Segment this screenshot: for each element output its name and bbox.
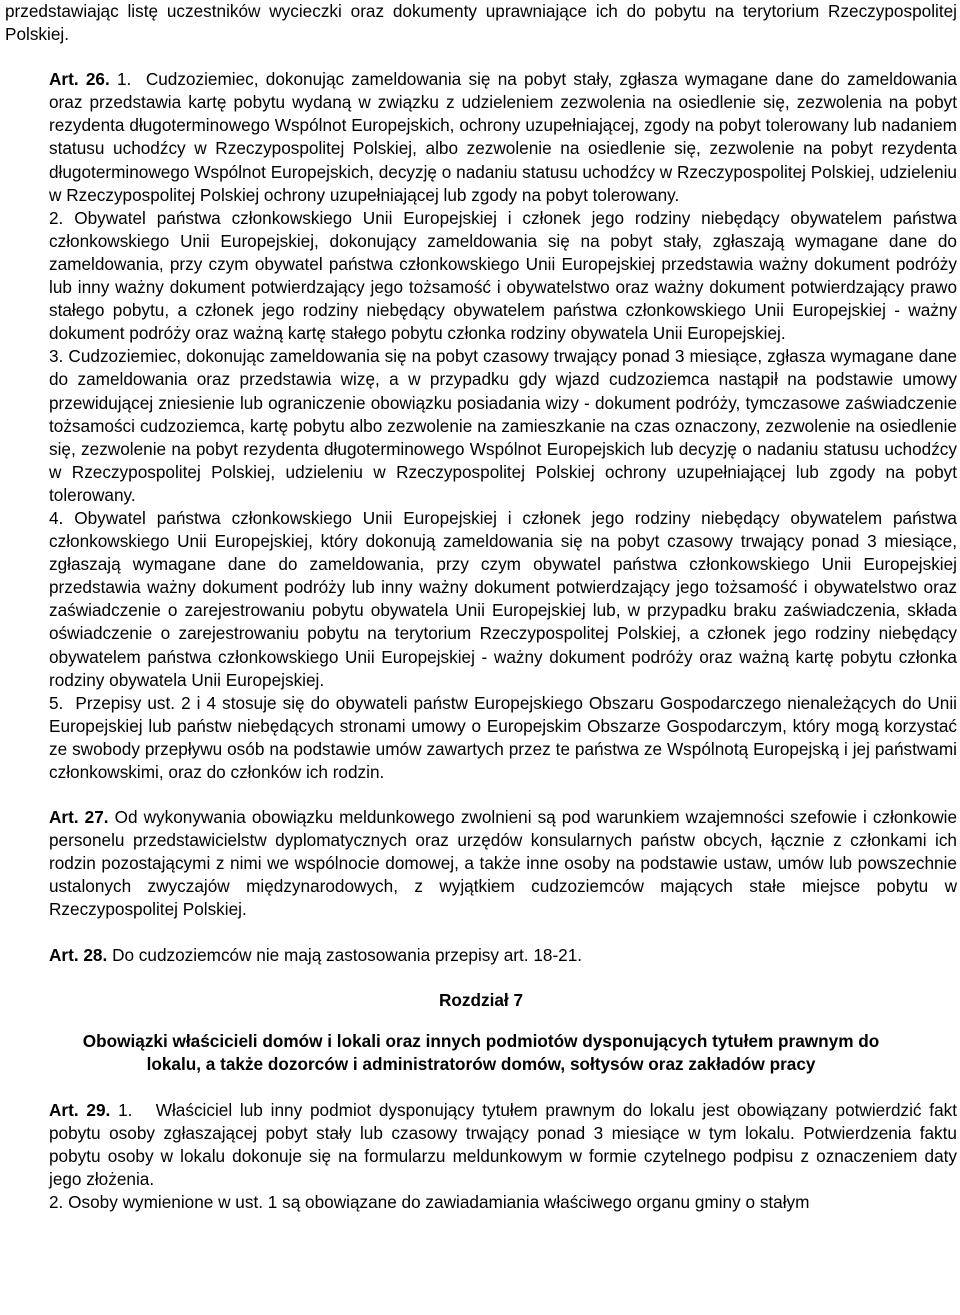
art26-p1-text: Cudzoziemiec, dokonując zameldowania się na pobyt stały, zgłasza wymagane dane do zameldowania oraz przedstawia kartę pobytu wydaną w związku z udzieleniem zezwolenia na osiedlenie się, zezwolenia na pobyt rezydenta długoterminowego Wspólnot Europejskich, ochrony uzupełniającej, zgody na pobyt tolerowany lub nadaniem statusu uchodźcy w Rzeczypospolitej Polskiej, albo zezwolenie na osiedlenie się, zezwolenie na pobyt rezydenta długoterminowego Wspólnot Europejskich, decyzję o nadaniu statusu uchodźcy w Rzeczypospolitej Polskiej, udzieleniu w Rzeczypospolitej Polskiej ochrony uzupełniającej lub zgody na pobyt tolerowany. — [49, 69, 957, 205]
art29-p1-number: 1. — [118, 1099, 133, 1120]
art29-p1-text: Właściciel lub inny podmiot dysponujący tytułem prawnym do lokalu jest obowiązany potwierdzić fakt pobytu osoby zgłaszającej pobyt stały lub czasowy trwający ponad 3 miesiące w tym lokalu. Potwierdzenia faktu pobytu osoby w lokalu dokonuje się na formularzu meldunkowym w formie czytelnego podpisu z oznaczeniem daty jego złożenia. — [49, 1099, 957, 1190]
art26-paragraph-3 — [5, 345, 957, 507]
art26-paragraph-2 — [5, 207, 957, 346]
art26-p3-text: Cudzoziemiec, dokonując zameldowania się na pobyt czasowy trwający ponad 3 miesiące, zgłasza wymagane dane do zameldowania oraz przedstawia wizę, a w przypadku gdy wjazd cudzoziemca nastąpił na podstawie umowy przewidującej zniesienie lub ograniczenie obowiązku posiadania wizy - dokument podróży, tymczasowe zaświadczenie tożsamości cudzoziemca, kartę pobytu albo zezwolenie na zamieszkanie na czas oznaczony, zezwolenie na osiedlenie się, zezwolenie na pobyt rezydenta długoterminowego Wspólnot Europejskich lub decyzję o nadaniu statusu uchodźcy w Rzeczypospolitej Polskiej, udzieleniu w Rzeczypospolitej Polskiej ochrony uzupełniającej lub zgody na pobyt tolerowany. — [49, 346, 957, 505]
art27-text: Od wykonywania obowiązku meldunkowego zwolnieni są pod warunkiem wzajemności szefowie i członkowie personelu przedstawicielstw dyplomatycznych oraz urzędów konsularnych państw obcych, łącznie z członkami ich rodzin pozostającymi z nimi we wspólnocie domowej, a także inne osoby na podstawie ustaw, umów lub powszechnie ustalonych zwyczajów międzynarodowych, z wyjątkiem cudzoziemców mających stałe miejsce pobytu w Rzeczypospolitej Polskiej. — [49, 807, 957, 920]
art29-p2-text: Osoby wymienione w ust. 1 są obowiązane do zawiadamiania właściwego organu gminy o stałym — [68, 1192, 810, 1213]
art27-label: Art. 27. — [49, 807, 109, 828]
art26-p1-number: 1. — [116, 69, 132, 90]
art26-p4-number: 4. — [49, 507, 64, 528]
chapter-title-line-2: lokalu, a także dozorców i administratorów domów, sołtysów oraz zakładów pracy — [146, 1054, 816, 1075]
art29-paragraph-2 — [5, 1191, 957, 1214]
intro-paragraph: przedstawiając listę uczestników wycieczki oraz dokumenty uprawniające ich do pobytu na terytorium Rzeczypospolitej Polskiej. — [5, 1, 957, 45]
art26-p5-text: Przepisy ust. 2 i 4 stosuje się do obywateli państw Europejskiego Obszaru Gospodarczego nienależących do Unii Europejskiej lub państw niebędących stronami umowy o Europejskim Obszarze Gospodarczym, który mogą korzystać ze swobody przepływu osób na podstawie umów zawartych przez te państwa ze Wspólnotą Europejską i jej państwami członkowskimi, oraz do członków ich rodzin. — [49, 692, 957, 782]
art26-p4-text: Obywatel państwa członkowskiego Unii Europejskiej i członek jego rodziny niebędący obywatelem państwa członkowskiego Unii Europejskiej, który dokonują zameldowania się na pobyt czasowy trwający ponad 3 miesiące, zgłaszają wymagane dane do zameldowania, przy czym obywatel państwa członkowskiego Unii Europejskiej przedstawia ważny dokument podróży lub inny ważny dokument potwierdzający jego tożsamość i obywatelstwo oraz zaświadczenie o zarejestrowaniu pobytu obywatela Unii Europejskiej lub, w przypadku braku zaświadczenia, składa oświadczenie o zarejestrowaniu pobytu na terytorium Rzeczypospolitej Polskiej, a członek jego rodziny niebędący obywatelem państwa członkowskiego Unii Europejskiej - ważny dokument podróży oraz ważną kartę pobytu członka rodziny obywatela Unii Europejskiej. — [49, 507, 957, 690]
art28-text: Do cudzoziemców nie mają zastosowania przepisy art. 18-21. — [112, 944, 583, 965]
art27-paragraph — [5, 806, 957, 921]
art26-paragraph-5 — [5, 692, 957, 784]
document-page — [5, 0, 957, 1214]
art28-label: Art. 28. — [49, 944, 108, 965]
spacer — [5, 967, 957, 989]
art26-p2-number: 2. — [49, 207, 64, 228]
art28-paragraph — [5, 944, 957, 967]
art26-label: Art. 26. — [49, 69, 110, 90]
spacer — [5, 1012, 957, 1030]
art29-p2-number: 2. — [49, 1192, 64, 1213]
spacer — [5, 46, 957, 68]
art26-paragraph-1 — [5, 68, 957, 207]
chapter-number: Rozdział 7 — [438, 989, 524, 1010]
art26-p3-number: 3. — [49, 346, 64, 367]
art26-paragraph-4 — [5, 507, 957, 692]
spacer — [5, 922, 957, 944]
chapter-title-line-1: Obowiązki właścicieli domów i lokali oraz innych podmiotów dysponujących tytułem prawnym do — [82, 1030, 880, 1051]
art26-p2-text: Obywatel państwa członkowskiego Unii Europejskiej i członek jego rodziny niebędący obywatelem państwa członkowskiego Unii Europejskiej, dokonujący zameldowania się na pobyt stały, zgłaszają wymagane dane do zameldowania, przy czym obywatel państwa członkowskiego Unii Europejskiej przedstawia ważny dokument podróży lub inny ważny dokument potwierdzający jego tożsamość i obywatelstwo oraz ważny dokument potwierdzający prawo stałego pobytu, a członek jego rodziny niebędący obywatelem państwa członkowskiego Unii Europejskiej - ważny dokument podróży oraz ważną kartę stałego pobytu członka rodziny obywatela Unii Europejskiej. — [49, 207, 957, 344]
art29-paragraph-1 — [5, 1099, 957, 1191]
art29-label: Art. 29. — [49, 1099, 111, 1120]
art26-p5-number: 5. — [49, 692, 64, 713]
spacer — [5, 784, 957, 806]
spacer — [5, 1077, 957, 1099]
